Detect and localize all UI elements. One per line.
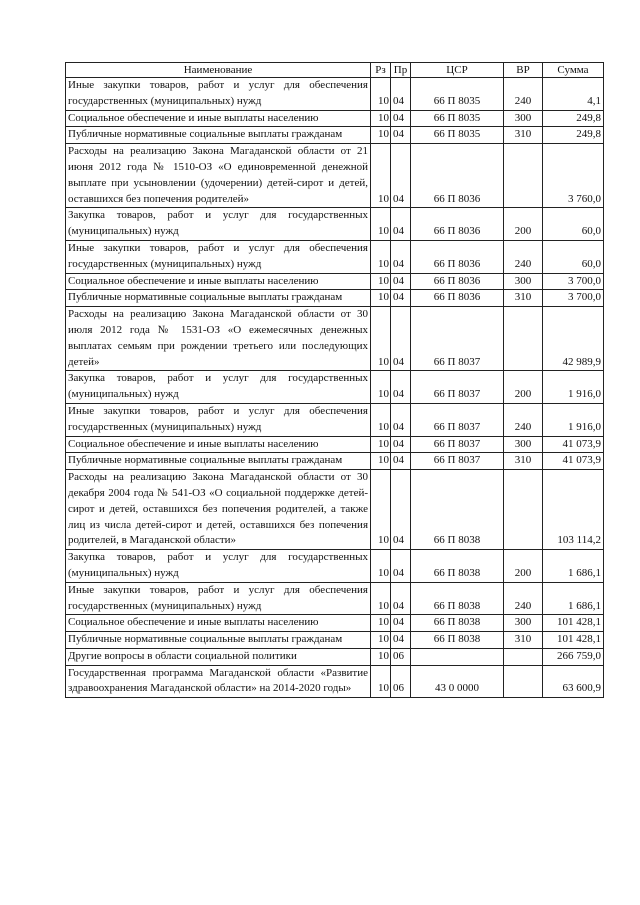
row-name: Расходы на реализацию Закона Магаданской области от 30 июля 2012 года № 1531-ОЗ «О ежемесячных денежных выплатах семьям при рождении третьего или последующих детей» [66,307,371,371]
row-vr: 200 [504,371,543,404]
header-vr: ВР [504,63,543,78]
row-rz: 10 [371,208,391,241]
row-pr: 04 [391,144,411,208]
row-name: Закупка товаров, работ и услуг для государственных (муниципальных) нужд [66,550,371,583]
row-pr: 04 [391,550,411,583]
row-sum: 3 700,0 [543,273,604,290]
row-name: Публичные нормативные социальные выплаты гражданам [66,453,371,470]
table-row [66,307,604,371]
row-csr: 66 П 8037 [411,307,504,371]
row-csr: 66 П 8036 [411,290,504,307]
row-csr: 66 П 8038 [411,615,504,632]
row-pr: 04 [391,127,411,144]
row-pr: 04 [391,453,411,470]
row-vr: 240 [504,240,543,273]
row-sum: 60,0 [543,208,604,241]
header-csr: ЦСР [411,63,504,78]
budget-table [65,62,604,698]
row-vr [504,648,543,665]
row-csr: 43 0 0000 [411,665,504,698]
row-vr: 300 [504,615,543,632]
row-sum: 60,0 [543,240,604,273]
row-pr: 04 [391,273,411,290]
row-rz: 10 [371,648,391,665]
table-row [66,273,604,290]
row-rz: 10 [371,615,391,632]
row-csr: 66 П 8036 [411,208,504,241]
row-name: Расходы на реализацию Закона Магаданской области от 21 июня 2012 года № 1510-ОЗ «О единовременной денежной выплате при усыновлении (удочерении) детей-сирот и детей, оставшихся без попечения родителей» [66,144,371,208]
row-pr: 04 [391,632,411,649]
row-csr: 66 П 8037 [411,371,504,404]
row-sum: 1 916,0 [543,403,604,436]
row-sum: 103 114,2 [543,470,604,550]
row-rz: 10 [371,403,391,436]
table-row [66,453,604,470]
row-sum: 1 916,0 [543,371,604,404]
row-csr: 66 П 8037 [411,453,504,470]
header-name: Наименование [66,63,371,78]
table-row [66,403,604,436]
row-vr: 300 [504,110,543,127]
row-csr: 66 П 8035 [411,127,504,144]
table-row [66,127,604,144]
row-rz: 10 [371,665,391,698]
header-rz: Рз [371,63,391,78]
table-row [66,648,604,665]
row-name: Социальное обеспечение и иные выплаты населению [66,110,371,127]
row-pr: 04 [391,403,411,436]
row-vr: 310 [504,632,543,649]
row-vr: 310 [504,127,543,144]
table-row [66,144,604,208]
table-row [66,665,604,698]
row-sum: 1 686,1 [543,550,604,583]
row-pr: 04 [391,110,411,127]
row-csr: 66 П 8038 [411,632,504,649]
row-pr: 06 [391,648,411,665]
row-pr: 04 [391,78,411,111]
row-rz: 10 [371,582,391,615]
row-pr: 04 [391,290,411,307]
row-name: Другие вопросы в области социальной политики [66,648,371,665]
row-csr: 66 П 8036 [411,240,504,273]
row-rz: 10 [371,307,391,371]
row-name: Иные закупки товаров, работ и услуг для обеспечения государственных (муниципальных) нужд [66,582,371,615]
row-sum: 249,8 [543,110,604,127]
row-sum: 3 700,0 [543,290,604,307]
table-row [66,110,604,127]
row-rz: 10 [371,371,391,404]
row-vr: 310 [504,453,543,470]
row-name: Закупка товаров, работ и услуг для государственных (муниципальных) нужд [66,208,371,241]
row-name: Публичные нормативные социальные выплаты гражданам [66,290,371,307]
row-vr: 310 [504,290,543,307]
row-sum: 266 759,0 [543,648,604,665]
row-vr: 200 [504,208,543,241]
table-row [66,470,604,550]
table-row [66,632,604,649]
row-csr: 66 П 8036 [411,273,504,290]
row-rz: 10 [371,436,391,453]
row-rz: 10 [371,144,391,208]
row-csr: 66 П 8035 [411,78,504,111]
row-name: Социальное обеспечение и иные выплаты населению [66,615,371,632]
row-rz: 10 [371,110,391,127]
table-row [66,78,604,111]
header-pr: Пр [391,63,411,78]
row-name: Закупка товаров, работ и услуг для государственных (муниципальных) нужд [66,371,371,404]
row-pr: 04 [391,307,411,371]
row-csr: 66 П 8036 [411,144,504,208]
table-row [66,550,604,583]
row-vr: 240 [504,582,543,615]
row-name: Иные закупки товаров, работ и услуг для обеспечения государственных (муниципальных) нужд [66,403,371,436]
table-row [66,615,604,632]
row-name: Публичные нормативные социальные выплаты гражданам [66,632,371,649]
row-pr: 06 [391,665,411,698]
row-name: Социальное обеспечение и иные выплаты населению [66,436,371,453]
row-name: Публичные нормативные социальные выплаты гражданам [66,127,371,144]
row-vr [504,307,543,371]
row-name: Государственная программа Магаданской области «Развитие здравоохранения Магаданской области» на 2014-2020 годы» [66,665,371,698]
row-rz: 10 [371,632,391,649]
row-sum: 41 073,9 [543,453,604,470]
row-pr: 04 [391,208,411,241]
header-sum: Сумма [543,63,604,78]
row-pr: 04 [391,240,411,273]
row-csr [411,648,504,665]
row-sum: 1 686,1 [543,582,604,615]
row-name: Социальное обеспечение и иные выплаты населению [66,273,371,290]
row-sum: 41 073,9 [543,436,604,453]
row-vr: 300 [504,436,543,453]
row-rz: 10 [371,127,391,144]
row-vr [504,470,543,550]
table-row [66,582,604,615]
table-row [66,290,604,307]
row-rz: 10 [371,240,391,273]
table-row [66,436,604,453]
row-csr: 66 П 8037 [411,436,504,453]
row-sum: 101 428,1 [543,615,604,632]
row-sum: 249,8 [543,127,604,144]
row-sum: 42 989,9 [543,307,604,371]
row-sum: 4,1 [543,78,604,111]
row-vr: 300 [504,273,543,290]
row-name: Иные закупки товаров, работ и услуг для обеспечения государственных (муниципальных) нужд [66,240,371,273]
row-csr: 66 П 8035 [411,110,504,127]
table-header-row [66,63,604,78]
table-row [66,240,604,273]
row-rz: 10 [371,470,391,550]
row-pr: 04 [391,470,411,550]
row-rz: 10 [371,273,391,290]
row-sum: 63 600,9 [543,665,604,698]
row-name: Расходы на реализацию Закона Магаданской области от 30 декабря 2004 года № 541-ОЗ «О социальной поддержке детей-сирот и детей, оставшихся без попечения родителей, а также лиц из числа детей-сирот и детей, оставшихся без попечения родителей, в Магаданской области» [66,470,371,550]
row-rz: 10 [371,453,391,470]
table-row [66,371,604,404]
row-csr: 66 П 8037 [411,403,504,436]
row-sum: 101 428,1 [543,632,604,649]
row-csr: 66 П 8038 [411,550,504,583]
row-rz: 10 [371,550,391,583]
row-pr: 04 [391,436,411,453]
row-vr: 200 [504,550,543,583]
row-pr: 04 [391,582,411,615]
row-pr: 04 [391,371,411,404]
row-sum: 3 760,0 [543,144,604,208]
row-rz: 10 [371,290,391,307]
row-vr: 240 [504,78,543,111]
row-csr: 66 П 8038 [411,582,504,615]
row-vr [504,665,543,698]
row-csr: 66 П 8038 [411,470,504,550]
table-row [66,208,604,241]
row-vr [504,144,543,208]
row-vr: 240 [504,403,543,436]
row-name: Иные закупки товаров, работ и услуг для обеспечения государственных (муниципальных) нужд [66,78,371,111]
row-rz: 10 [371,78,391,111]
row-pr: 04 [391,615,411,632]
